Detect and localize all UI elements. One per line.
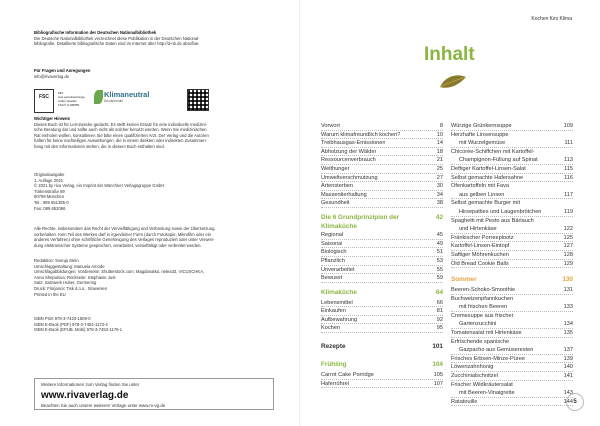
toc-entry-page: 122 (563, 226, 573, 233)
toc-entry-title: Herzhafte Linsensuppe (451, 131, 509, 138)
dnb-text: Die Deutsche Nationalbibliothek verzeichnet diese Publikation in der Deutschen National- bibliografie. Detaillierte bibliografische Daten sind im Internet über http://d-nb.de abrufbar. (34, 35, 200, 47)
toc-entry (451, 148, 573, 157)
toc-entry-title: Zucchinialschnitzel (451, 373, 498, 380)
toc-entry-page: 128 (563, 251, 573, 258)
toc-entry (321, 199, 443, 208)
toc-entry (451, 139, 573, 148)
toc-entry-page: 129 (563, 260, 573, 267)
toc-entry-title: Ofenkartoffeln mit Fava (451, 183, 510, 190)
toc-entry (321, 299, 443, 308)
toc-entry-title: Welthunger (321, 165, 350, 172)
toc-entry-title: Aufbewahrung (321, 316, 358, 323)
credits (34, 258, 274, 297)
toc-entry-page: 81 (436, 308, 443, 315)
toc-entry-page: 139 (563, 355, 573, 362)
toc-entry-title: Frisches Erbsen-Minze-Püree (451, 355, 525, 362)
toc-entry-page: 55 (436, 266, 443, 273)
qr-code-icon (187, 89, 209, 111)
toc-entry-page: 10 (436, 131, 443, 138)
toc-entry-title: Lebensmittel (321, 299, 353, 306)
toc-entry (321, 248, 443, 257)
toc-entry (321, 156, 443, 165)
toc-entry-page: 18 (436, 148, 443, 155)
toc-entry (451, 122, 573, 131)
toc-entry-page (571, 131, 573, 140)
toc-entry (321, 266, 443, 275)
toc-entry-title: Haferrührei (321, 380, 349, 387)
toc-entry-title: Spaghetti mit Pesto aus Bärlauch (451, 217, 534, 224)
toc-entry-title: Bewusst (321, 275, 343, 282)
toc-entry-page (571, 217, 573, 226)
toc-entry-title: Carrot Cake Porridge (321, 372, 374, 379)
toc-entry-title: Treibhausgas-Emissionen (321, 140, 386, 147)
toc-entry (451, 398, 573, 407)
toc-entry (451, 363, 573, 372)
toc-entry-page: 92 (436, 316, 443, 323)
toc-entry-page: 111 (564, 140, 573, 147)
dnb-info (34, 30, 274, 47)
toc-entry-page: 38 (436, 200, 443, 207)
toc-entry-title: Massentierhaltung (321, 191, 367, 198)
toc-entry (321, 122, 443, 131)
toc-entry-page: 53 (436, 257, 443, 264)
toc-entry-page: 107 (433, 380, 443, 387)
fsc-text: MIX Aus verantwortungs- vollen Quellen FSC® C106855 (58, 91, 86, 107)
toc-entry-title: Gartenzucchini (459, 321, 497, 328)
toc-entry-title: Beeren-Schoko-Smoothie (451, 287, 516, 294)
toc-entry (321, 240, 443, 249)
website-hint-top: Weitere Informationen zum Verlag finden Sie unter (41, 382, 140, 387)
toc-entry-page: 49 (436, 240, 443, 247)
toc-entry-page: 131 (563, 287, 573, 294)
toc-entry-page: 66 (436, 299, 443, 306)
toc-entry-page: 25 (436, 165, 443, 172)
toc-entry-title: Regional (321, 232, 344, 239)
toc-entry (451, 303, 573, 312)
toc-column-2 (451, 122, 573, 406)
toc-entry (451, 372, 573, 381)
toc-entry (451, 208, 573, 217)
toc-entry-title: Saftiger Möhrenkuchen (451, 251, 509, 258)
toc-entry-page: 14 (436, 140, 443, 147)
toc-entry-page: 125 (563, 234, 573, 241)
toc-entry-title: Frischer Wildkräutersalat (451, 381, 513, 388)
toc-entry-title: Würzige Grünkernsuppe (451, 123, 512, 129)
toc-entry (451, 251, 573, 260)
website-box (34, 378, 274, 410)
running-head: Kochen fürs Klima (531, 16, 572, 22)
toc-entry-title: Warum klimafreundlich kochen? (321, 131, 401, 138)
toc-entry (321, 324, 443, 333)
toc-entry-page: 140 (563, 364, 573, 371)
toc-entry-page: 117 (564, 191, 573, 198)
toc-entry-title: Selbst gemachte Hafersahne (451, 174, 524, 181)
toc-entry-title: Chicorée-Schiffchen mit Kartoffel- (451, 148, 535, 155)
contact-email[interactable]: info@rivaverlag.de (34, 73, 69, 79)
toc-entry-page: 135 (563, 330, 573, 337)
certification-logos (34, 86, 234, 116)
toc-entry-title: mit Beeren-Vinaigrette (459, 390, 515, 397)
toc-entry (321, 231, 443, 240)
toc-entry-page: 133 (563, 304, 573, 311)
toc-entry (321, 174, 443, 183)
toc-entry-title: Hirsepatties und Laugenbrötchen (459, 208, 542, 215)
toc-entry (321, 131, 443, 140)
toc-entry-title: Champignon-Füllung auf Spinat (459, 157, 538, 164)
toc-entry-title: Einkaufen (321, 308, 346, 315)
toc-entry-page: 34 (436, 191, 443, 198)
toc-entry-title: Umweltverschmutzung (321, 174, 378, 181)
toc-entry-title: und Hirtenkäse (459, 226, 497, 233)
toc-entry (451, 182, 573, 191)
toc-entry-title: Deftiger Kartoffel-Linsen-Salat (451, 165, 526, 172)
toc-entry (451, 286, 573, 295)
toc-entry (451, 346, 573, 355)
toc-entry-title: Unverarbeitet (321, 266, 355, 273)
right-page-toc (300, 0, 600, 426)
toc-entry (451, 234, 573, 243)
toc-entry-title: Abholzung der Wälder (321, 148, 377, 155)
toc-entry-page: 137 (563, 347, 573, 354)
website-url[interactable]: www.rivaverlag.de (41, 390, 129, 401)
toc-entry (451, 381, 573, 390)
toc-entry (451, 320, 573, 329)
isbn-info (34, 316, 274, 333)
toc-entry-title: Kartoffel-Linsen-Eintopf (451, 243, 510, 250)
toc-entry (451, 242, 573, 251)
toc-entry (451, 199, 573, 208)
toc-entry (321, 148, 443, 157)
toc-entry-title: Gesundheit (321, 200, 350, 207)
publisher-info (34, 172, 274, 211)
toc-entry-title: mit Wurzelgemüse (459, 140, 506, 147)
toc-entry (321, 316, 443, 325)
toc-entry-page: 143 (563, 390, 573, 397)
toc-entry-title: Cremesuppe aus frischer (451, 312, 514, 319)
section-heading: Frühling 104 (321, 361, 443, 369)
toc-entry (321, 139, 443, 148)
toc-entry (451, 165, 573, 174)
toc-entry-page (571, 381, 573, 390)
toc-entry-page: 144 (563, 398, 573, 405)
toc-entry-page (571, 182, 573, 191)
toc-entry-title: Gazpacho aus Gemüseresten (459, 347, 534, 354)
toc-entry-title: Buchweizenpfannkuchen (451, 295, 514, 302)
toc-entry-page (571, 199, 573, 208)
fsc-logo: FSC (34, 89, 54, 113)
rights-text: Alle Rechte, insbesondere das Recht der Vervielfältigung und Verbreitung sowie der Übersetzung, vorbehalten. Kein Teil des Werkes darf in irgendeiner Form (durch Fotokopie, Mikrofilm oder ein anderes Verfahren) ohne schriftliche Genehmigung des Verlages reproduziert oder unter Verwen- dung elektronischer Systeme gespeichert, verarbeitet, vervielfältigt oder verbreitet werden. (34, 226, 216, 248)
toc-entry-title: Pflanzlich (321, 257, 345, 264)
toc-entry (321, 274, 443, 283)
toc-entry (451, 217, 573, 226)
warning-heading: Wichtiger Hinweis (34, 116, 71, 121)
toc-column-1 (321, 122, 443, 388)
toc-entry-page: 30 (436, 183, 443, 190)
toc-entry (321, 182, 443, 191)
toc-entry-page: 59 (436, 275, 443, 282)
toc-entry-title: Artensterben (321, 183, 354, 190)
toc-entry-title: Tomatensalat mit Hirtenkäse (451, 330, 522, 337)
toc-entry-title: Fränkischer Porreeplootz (451, 234, 514, 241)
toc-entry-page: 45 (436, 232, 443, 239)
leaf-icon (94, 90, 103, 104)
toc-entry-title: Old Bread Cookie Balls (451, 260, 509, 267)
toc-entry (321, 165, 443, 174)
toc-entry-page (571, 148, 573, 157)
website-hint-bottom: Beachten Sie auch unsere weiteren Verlage unter www.m-vg.de (41, 403, 166, 408)
toc-entry (451, 312, 573, 321)
rights-notice (34, 226, 274, 248)
toc-title: Inhalt (424, 44, 475, 65)
toc-entry-page: 141 (563, 373, 573, 380)
toc-entry-page: 51 (436, 249, 443, 256)
toc-entry-page: 116 (564, 174, 573, 181)
toc-entry (321, 307, 443, 316)
toc-entry-page: 105 (433, 372, 443, 379)
toc-entry-title: mit frischen Beeren (459, 304, 508, 311)
toc-entry-title: aus gelben Linsen (459, 191, 505, 198)
toc-entry (321, 371, 443, 380)
toc-entry (451, 191, 573, 200)
warning-notice (34, 116, 274, 150)
toc-entry-page (571, 295, 573, 304)
toc-entry (321, 380, 443, 389)
klima-name: Klimaneutral (104, 90, 150, 99)
toc-entry-page (571, 338, 573, 347)
toc-entry (451, 174, 573, 183)
toc-entry (451, 389, 573, 398)
contact-info (34, 68, 274, 79)
section-heading: Sommer 130 (451, 276, 573, 284)
toc-entry-page: 8 (439, 123, 443, 129)
toc-entry-page: 21 (436, 157, 443, 164)
toc-entry-page: 113 (564, 157, 573, 164)
publisher-text: Originalausgabe 1. Auflage 2021 © 2021 by riva Verlag, ein Imprint der Münchner Verlagsgruppe GmbH Türkenstraße 89 80799 München Tel.: 089 651285-0 Fax: 089 652096 (34, 172, 165, 211)
page-number: 5 (566, 393, 584, 411)
section-heading: Rezepte 101 (321, 343, 443, 351)
toc-entry-title: Selbst gemachte Burger mit (451, 200, 521, 207)
toc-entry-page: 95 (436, 325, 443, 332)
toc-entry (451, 225, 573, 234)
toc-entry (451, 156, 573, 165)
toc-entry-title: Biologisch (321, 249, 347, 256)
toc-entry-title: Vorwort (321, 123, 340, 129)
toc-entry-page: 127 (563, 243, 573, 250)
klimaneutral-logo (104, 90, 162, 112)
dnb-heading: Bibliografische Information der Deutschen Nationalbibliothek (34, 30, 157, 35)
toc-entry (451, 329, 573, 338)
toc-entry-title: Kochen (321, 325, 340, 332)
toc-entry-title: Ressourcenverbrauch (321, 157, 376, 164)
toc-entry (451, 338, 573, 347)
toc-entry-page: 115 (564, 165, 573, 172)
warning-text: Dieses Buch ist für Lernzwecke gedacht. Es stellt keinen Ersatz für eine individuelle medizini- sche Beratung dar und sollte auch nicht als solcher benutzt werden. Wenn Sie medizinischen Rat einholen wollen, konsultieren Sie bitte einen qualifizierten Arzt. Der Verlag und die Autoren haften für keine nachteiligen Auswirkungen, die in einem direkten oder indirekten Zusammen- hang mit den Informationen stehen, die in diesem Buch enthalten sind. (34, 121, 209, 149)
toc-entry (451, 131, 573, 140)
isbn-text: ISBN Print 978-3-7423-1509-0 ISBN E-Book (PDF) 978-3-7453-1173-4 ISBN E-Book (EPUB, Mobi) 978-3-7453-1176-1 (34, 316, 123, 333)
toc-entry-title: Erfrischende spanische (451, 338, 510, 345)
toc-entry-title: Löwenzahnhonig (451, 364, 494, 371)
credits-text: Redaktion: Svenja Stein Umschlaggestaltung: Manuela Amode Umschlagabbildungen: Vorderseite: Shutterstock.com: Magdanatka, nelea33, VICUSCHKA, Anna Shepulova; Rückseite: Stephanie Just Satz: Satzwerk Huber, Germering Druck: Florjancic Tisk d.o.o., Slowenien Printed in the EU (34, 258, 205, 297)
toc-entry-title: Ratatouille (451, 398, 478, 405)
contact-heading: Für Fragen und Anregungen (34, 68, 91, 73)
toc-entry (451, 295, 573, 304)
toc-entry (321, 257, 443, 266)
toc-entry-page: 27 (436, 174, 443, 181)
toc-entry-page (571, 312, 573, 321)
section-heading: Klimaküche 64 (321, 288, 443, 296)
toc-entry (451, 355, 573, 364)
section-heading: Die 6 Grundprinzipien der Klimaküche 42 (321, 213, 443, 230)
toc-entry-page: 134 (563, 321, 573, 328)
toc-entry-title: Saisonal (321, 240, 343, 247)
toc-entry-page: 119 (564, 208, 573, 215)
toc-entry-page: 109 (563, 123, 573, 129)
toc-entry (321, 191, 443, 200)
klima-sub: Druckprodukt (104, 99, 123, 103)
leaf-icon (438, 74, 468, 90)
toc-entry (451, 260, 573, 269)
